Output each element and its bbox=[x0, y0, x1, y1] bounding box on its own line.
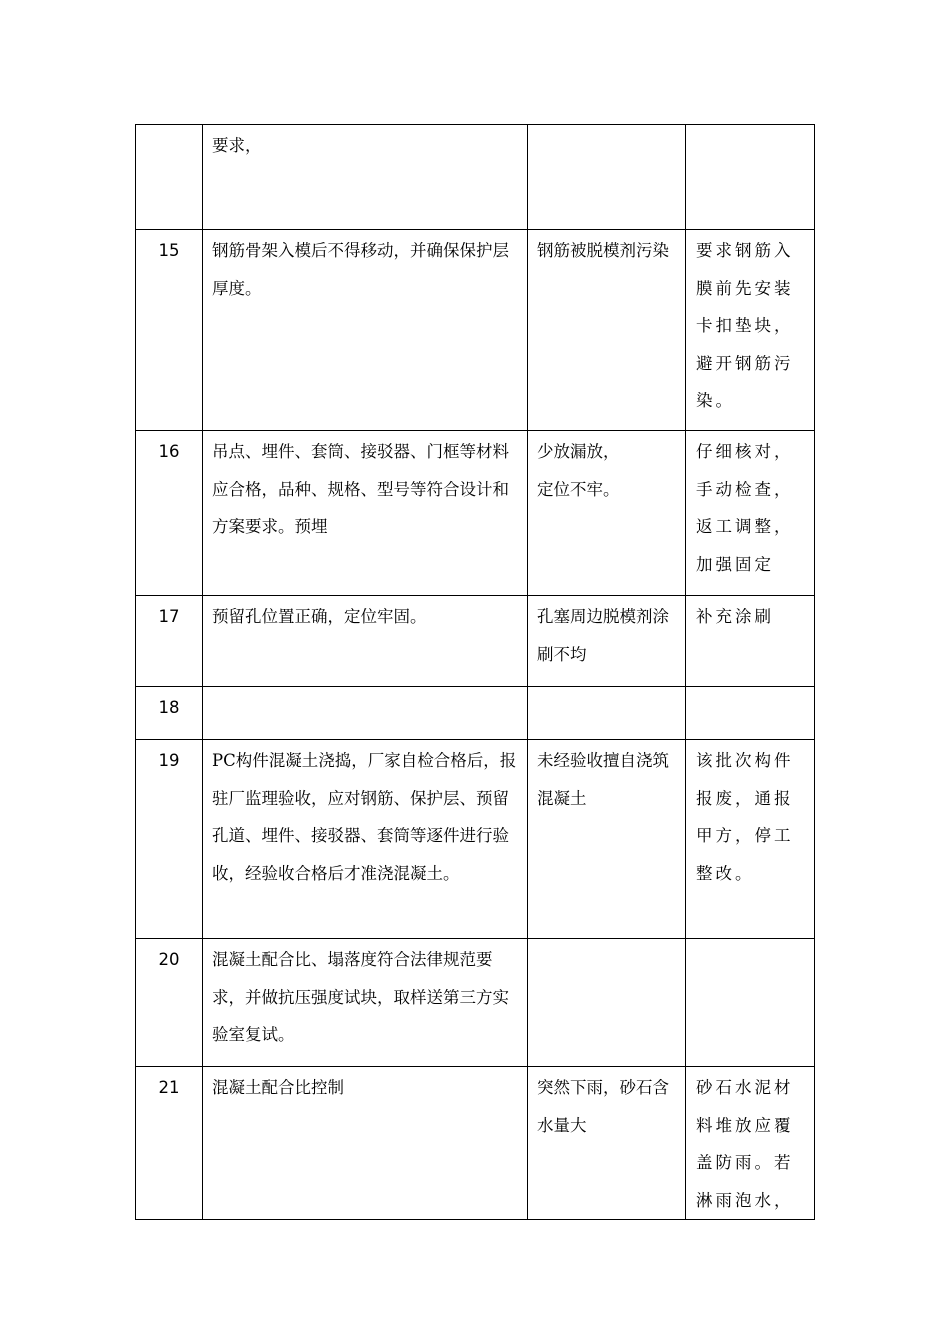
problem-cell bbox=[528, 230, 686, 431]
measure-text: 补充涂刷 bbox=[696, 607, 774, 626]
problem-cell bbox=[528, 687, 686, 740]
row-number: 16 bbox=[158, 442, 180, 461]
row-number: 19 bbox=[158, 751, 180, 770]
table-row bbox=[136, 740, 815, 939]
problem-cell bbox=[528, 431, 686, 596]
row-number-cell bbox=[136, 687, 203, 740]
requirement-text bbox=[203, 687, 527, 689]
problem-text bbox=[528, 939, 685, 941]
requirement-text: 混凝土配合比控制 bbox=[212, 1078, 344, 1097]
problem-text bbox=[528, 687, 685, 689]
row-number-cell bbox=[136, 1067, 203, 1220]
problem-text: 孔塞周边脱模剂涂刷不均 bbox=[537, 607, 669, 664]
row-number: 17 bbox=[158, 607, 180, 626]
row-number-cell bbox=[136, 939, 203, 1067]
row-number: 21 bbox=[158, 1078, 180, 1097]
problem-text: 突然下雨，砂石含水量大 bbox=[537, 1078, 669, 1135]
requirement-cell bbox=[203, 596, 528, 687]
row-number: 20 bbox=[158, 950, 180, 969]
measure-cell bbox=[686, 939, 815, 1067]
measure-text bbox=[686, 687, 814, 689]
measure-cell bbox=[686, 125, 815, 230]
requirement-text: 要求， bbox=[212, 136, 262, 155]
row-number-cell bbox=[136, 596, 203, 687]
requirement-cell bbox=[203, 939, 528, 1067]
requirement-cell bbox=[203, 125, 528, 230]
row-number-cell bbox=[136, 431, 203, 596]
problem-text bbox=[528, 125, 685, 127]
measure-cell bbox=[686, 596, 815, 687]
problem-cell bbox=[528, 596, 686, 687]
requirement-cell bbox=[203, 687, 528, 740]
measure-cell bbox=[686, 687, 815, 740]
row-number-cell bbox=[136, 125, 203, 230]
measure-cell bbox=[686, 740, 815, 939]
measure-text: 要求钢筋入膜前先安装卡扣垫块，避开钢筋污染。 bbox=[696, 241, 794, 410]
problem-text: 钢筋被脱模剂污染 bbox=[537, 241, 669, 260]
requirement-text: PC构件混凝土浇捣，厂家自检合格后，报驻厂监理验收，应对钢筋、保护层、预留孔道、埋件、接驳器、套筒等逐件进行验收，经验收合格后才准浇混凝土。 bbox=[212, 751, 517, 883]
table-row bbox=[136, 431, 815, 596]
measure-text bbox=[686, 939, 814, 941]
requirement-cell bbox=[203, 431, 528, 596]
requirement-cell bbox=[203, 740, 528, 939]
measure-cell bbox=[686, 1067, 815, 1220]
row-number: 15 bbox=[158, 241, 180, 260]
requirement-text: 钢筋骨架入模后不得移动，并确保保护层厚度。 bbox=[212, 241, 509, 298]
table-row bbox=[136, 125, 815, 230]
measure-text: 该批次构件报废，通报甲方，停工整改。 bbox=[696, 751, 794, 883]
measure-text: 仔细核对，手动检查，返工调整，加强固定 bbox=[696, 442, 794, 574]
requirement-text: 混凝土配合比、塌落度符合法律规范要求，并做抗压强度试块，取样送第三方实验室复试。 bbox=[212, 950, 509, 1044]
requirement-cell bbox=[203, 1067, 528, 1220]
measure-cell bbox=[686, 230, 815, 431]
problem-cell bbox=[528, 740, 686, 939]
measure-cell bbox=[686, 431, 815, 596]
table-row bbox=[136, 230, 815, 431]
row-number: 18 bbox=[158, 698, 180, 717]
problem-text: 未经验收擅自浇筑混凝土 bbox=[537, 751, 669, 808]
requirement-text: 吊点、埋件、套筒、接驳器、门框等材料应合格，品种、规格、型号等符合设计和方案要求。预埋 bbox=[212, 442, 509, 536]
problem-cell bbox=[528, 1067, 686, 1220]
row-number-cell bbox=[136, 740, 203, 939]
table-row bbox=[136, 939, 815, 1067]
problem-cell bbox=[528, 939, 686, 1067]
measure-text bbox=[686, 125, 814, 127]
row-number-cell bbox=[136, 230, 203, 431]
requirement-text: 预留孔位置正确，定位牢固。 bbox=[212, 607, 427, 626]
measure-text: 砂石水泥材料堆放应覆盖防雨。若淋雨泡水， bbox=[696, 1078, 794, 1210]
table-row bbox=[136, 1067, 815, 1220]
problem-text: 少放漏放， 定位不牢。 bbox=[537, 442, 620, 499]
row-number bbox=[136, 125, 202, 127]
table-row bbox=[136, 687, 815, 740]
inspection-table bbox=[135, 124, 815, 1220]
problem-cell bbox=[528, 125, 686, 230]
requirement-cell bbox=[203, 230, 528, 431]
table-row bbox=[136, 596, 815, 687]
